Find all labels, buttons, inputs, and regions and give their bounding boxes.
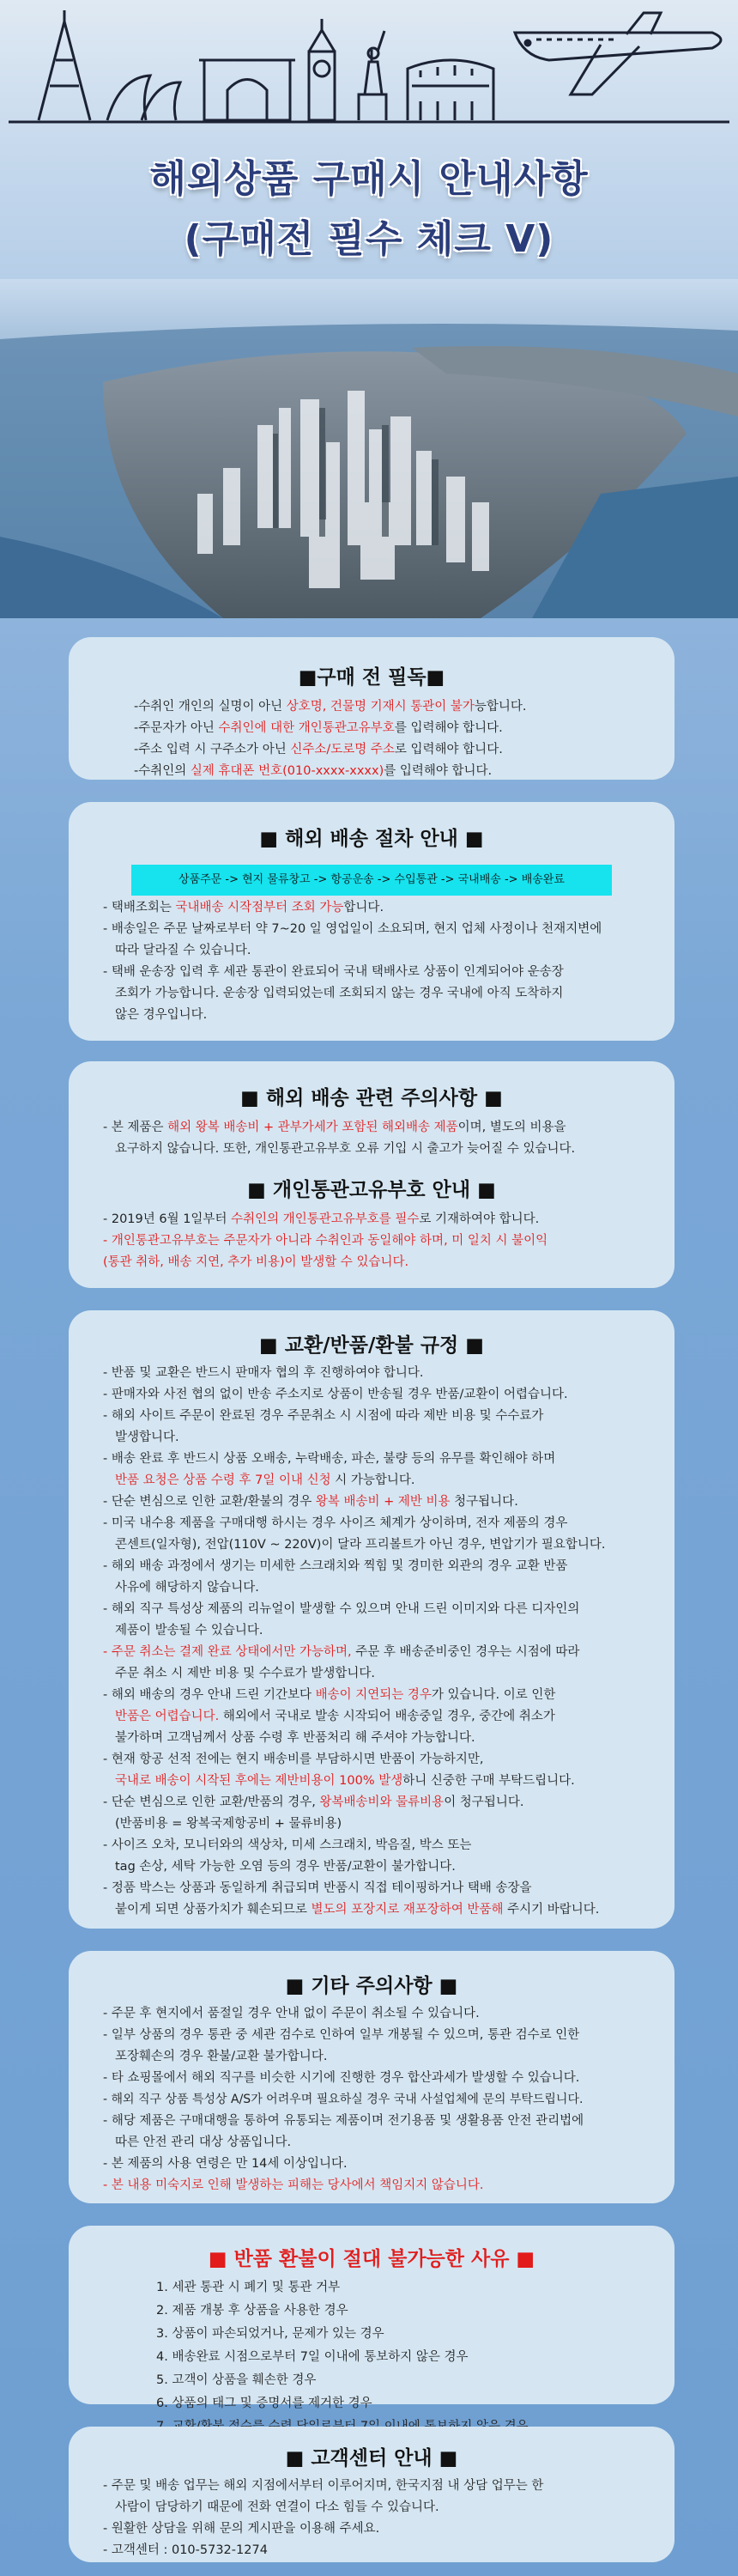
returns-line: - 반품 및 교환은 반드시 판매자 협의 후 진행하여야 합니다. (103, 1366, 424, 1380)
other-notice-heading: ■ 기타 주의사항 ■ (285, 1975, 458, 1997)
returns-line: - 해외 직구 특성상 제품의 리뉴얼이 발생할 수 있으며 안내 드린 이미지와 다른 디자인의 (103, 1602, 580, 1616)
returns-policy-card (69, 1310, 674, 1929)
no-return-item: 1. 세관 통관 시 폐기 및 통관 거부 (156, 2281, 341, 2294)
returns-line: 국내로 배송이 시작된 후에는 제반비용이 100% 발생하니 신중한 구매 부탁드립니다. (115, 1774, 575, 1788)
city-aerial-photo (0, 279, 738, 618)
other-notice-line: - 타 쇼핑몰에서 해외 직구를 비슷한 시기에 진행한 경우 합산과세가 발생할 수 있습니다. (103, 2071, 580, 2085)
other-notice-line: 포장훼손의 경우 환불/교환 불가합니다. (115, 2050, 328, 2063)
returns-line: 발생합니다. (115, 1431, 179, 1444)
customer-center-card (69, 2427, 674, 2562)
returns-line: 주문 취소 시 제반 비용 및 수수료가 발생합니다. (115, 1667, 376, 1680)
shipping-notice-line: - 본 제품은 해외 왕복 배송비 + 관부가세가 포함된 해외배송 제품이며, 별도의 비용을 (103, 1121, 566, 1134)
returns-line: 제품이 발송될 수 있습니다. (115, 1624, 263, 1637)
no-return-item: 5. 고객이 상품을 훼손한 경우 (156, 2373, 317, 2387)
returns-line: 콘센트(일자형), 전압(110V ~ 220V)이 달라 프리볼트가 아닌 경우, 변압기가 필요합니다. (115, 1538, 606, 1552)
other-notice-warning: - 본 내용 미숙지로 인해 발생하는 피해는 당사에서 책임지지 않습니다. (103, 2178, 484, 2192)
before-purchase-heading: ■구매 전 필독■ (298, 666, 445, 689)
returns-line: 불가하며 고객님께서 상품 수령 후 반품처리 해 주셔야 가능합니다. (115, 1731, 475, 1745)
no-return-list (103, 2276, 640, 2439)
before-purchase-line: -주소 입력 시 구주소가 아닌 신주소/도로명 주소로 입력해야 합니다. (134, 743, 503, 756)
returns-line: 반품 요청은 상품 수령 후 7일 이내 신청 시 가능합니다. (115, 1473, 415, 1487)
before-purchase-line: -주문자가 아닌 수취인에 대한 개인통관고유부호를 입력해야 합니다. (134, 721, 503, 735)
other-notice-line: - 주문 후 현지에서 품절일 경우 안내 없이 주문이 취소될 수 있습니다. (103, 2007, 480, 2020)
returns-line: 반품은 어렵습니다. 해외에서 국내로 발송 시작되어 배송중일 경우, 중간에 취소가 (115, 1710, 555, 1723)
customs-code-warning: (통관 취하, 배송 지연, 추가 비용)이 발생할 수 있습니다. (103, 1255, 409, 1269)
shipping-process-line: - 택배조회는 국내배송 시작점부터 조회 가능합니다. (103, 901, 384, 914)
customer-center-line: 사람이 담당하기 때문에 전화 연결이 다소 힘들 수 있습니다. (115, 2500, 439, 2514)
returns-line: - 현재 항공 선적 전에는 현지 배송비를 부담하시면 반품이 가능하지만, (103, 1753, 484, 1766)
page-title: 해외상품 구매시 안내사항 (149, 157, 589, 201)
no-return-card (69, 2226, 674, 2410)
other-notice-line: - 일부 상품의 경우 통관 중 세관 검수로 인하여 일부 개봉될 수 있으며, 통관 검수로 인한 (103, 2028, 580, 2042)
customer-center-phone: - 고객센터 : 010-5732-1274 (103, 2543, 268, 2557)
shipping-notice-heading: ■ 해외 배송 관련 주의사항 ■ (240, 1087, 503, 1109)
returns-line: - 정품 박스는 상품과 동일하게 취급되며 반품시 직접 테이핑하거나 택배 송장을 (103, 1881, 532, 1895)
customer-center-heading: ■ 고객센터 안내 ■ (285, 2447, 458, 2470)
returns-line: - 미국 내수용 제품을 구매대행 하시는 경우 사이즈 체계가 상이하며, 전자 제품의 경우 (103, 1516, 568, 1530)
shipping-flow-banner: 상품주문 -> 현지 물류창고 -> 항공운송 -> 수입통관 -> 국내배송 -> 배송완료 (131, 865, 612, 896)
shipping-process-line: 조회가 가능합니다. 운송장 입력되었는데 조회되지 않는 경우 국내에 아직 도착하지 (115, 987, 564, 1000)
no-return-item: 3. 상품이 파손되었거나, 문제가 있는 경우 (156, 2327, 384, 2341)
shipping-process-line: - 택배 운송장 입력 후 세관 통관이 완료되어 국내 택배사로 상품이 인계되어야 운송장 (103, 965, 564, 979)
shipping-process-line: 따라 달라질 수 있습니다. (115, 944, 251, 957)
returns-line: tag 손상, 세탁 가능한 오염 등의 경우 반품/교환이 불가합니다. (115, 1860, 456, 1874)
other-notice-line: - 본 제품의 사용 연령은 만 14세 이상입니다. (103, 2157, 348, 2171)
returns-line: - 해외 배송의 경우 안내 드린 기간보다 배송이 지연되는 경우가 있습니다. 이로 인한 (103, 1688, 556, 1702)
returns-heading: ■ 교환/반품/환불 규정 ■ (258, 1334, 485, 1357)
returns-line: - 주문 취소는 결제 완료 상태에서만 가능하며, 주문 후 배송준비중인 경우는 시점에 따라 (103, 1645, 580, 1659)
customer-center-line: - 주문 및 배송 업무는 해외 지점에서부터 이루어지며, 한국지점 내 상담 업무는 한 (103, 2479, 544, 2493)
returns-line: - 해외 배송 과정에서 생기는 미세한 스크래치와 찍힘 및 경미한 외관의 경우 교환 반품 (103, 1559, 568, 1573)
no-return-item: 2. 제품 개봉 후 상품을 사용한 경우 (156, 2304, 348, 2318)
customs-code-line: - 2019년 6월 1일부터 수취인의 개인통관고유부호를 필수로 기재하여야 합니다. (103, 1212, 540, 1226)
customs-code-heading: ■ 개인통관고유부호 안내 ■ (247, 1179, 496, 1201)
returns-line: 붙이게 되면 상품가치가 훼손되므로 별도의 포장지로 재포장하여 반품해 주시기 바랍니다. (115, 1903, 600, 1917)
shipping-notice-card (69, 1061, 674, 1288)
page-subtitle: (구매전 필수 체크 V) (184, 217, 554, 261)
other-notice-line: - 해당 제품은 구매대행을 통하여 유통되는 제품이며 전기용품 및 생활용품 안전 관리법에 (103, 2114, 584, 2128)
shipping-process-heading: ■ 해외 배송 절차 안내 ■ (259, 828, 484, 850)
customer-center-line: - 원활한 상담을 위해 문의 게시판을 이용해 주세요. (103, 2522, 380, 2536)
other-notice-card (69, 1951, 674, 2203)
customs-code-warning: - 개인통관고유부호는 주문자가 아니라 수취인과 동일해야 하며, 미 일치 시 불이익 (103, 1234, 548, 1248)
shipping-process-card (69, 802, 674, 1041)
shipping-notice-line: 요구하지 않습니다. 또한, 개인통관고유부호 오류 기입 시 출고가 늦어질 수 있습니다. (115, 1142, 576, 1156)
before-purchase-card (69, 637, 674, 780)
before-purchase-line: -수취인 개인의 실명이 아닌 상호명, 건물명 기재시 통관이 불가능합니다. (134, 700, 527, 714)
no-return-item: 4. 배송완료 시점으로부터 7일 이내에 통보하지 않은 경우 (156, 2350, 469, 2364)
returns-line: (반품비용 = 왕복국제항공비 + 물류비용) (115, 1817, 342, 1831)
returns-line: - 단순 변심으로 인한 교환/환불의 경우 왕복 배송비 + 제반 비용 청구됩니다. (103, 1495, 518, 1509)
returns-line: - 해외 사이트 주문이 완료된 경우 주문취소 시 시점에 따라 제반 비용 및 수수료가 (103, 1409, 544, 1423)
returns-line: - 판매자와 사전 협의 없이 반송 주소지로 상품이 반송될 경우 반품/교환이 어렵습니다. (103, 1388, 568, 1401)
landmark-skyline-illustration (0, 0, 738, 137)
no-return-heading: ■ 반품 환불이 절대 불가능한 사유 ■ (208, 2248, 535, 2270)
shipping-process-line: 않은 경우입니다. (115, 1008, 208, 1022)
returns-line: - 사이즈 오차, 모니터와의 색상차, 미세 스크래치, 박음질, 박스 또는 (103, 1838, 472, 1852)
other-notice-line: - 해외 직구 상품 특성상 A/S가 어려우며 필요하실 경우 국내 사설업체에 문의 부탁드립니다. (103, 2093, 584, 2106)
no-return-item: 6. 상품의 태그 및 증명서를 제거한 경우 (156, 2397, 372, 2410)
returns-line: - 배송 완료 후 반드시 상품 오배송, 누락배송, 파손, 불량 등의 유무를 확인해야 하며 (103, 1452, 556, 1466)
shipping-process-line: - 배송일은 주문 날짜로부터 약 7~20 일 영업일이 소요되며, 현지 업체 사정이나 천재지변에 (103, 922, 602, 936)
returns-line: - 단순 변심으로 인한 교환/반품의 경우, 왕복배송비와 물류비용이 청구됩니다. (103, 1795, 524, 1809)
returns-line: 사유에 해당하지 않습니다. (115, 1581, 259, 1595)
other-notice-line: 따른 안전 관리 대상 상품입니다. (115, 2136, 292, 2149)
before-purchase-line: -수취인의 실제 휴대폰 번호(010-xxxx-xxxx)를 입력해야 합니다. (134, 764, 493, 778)
